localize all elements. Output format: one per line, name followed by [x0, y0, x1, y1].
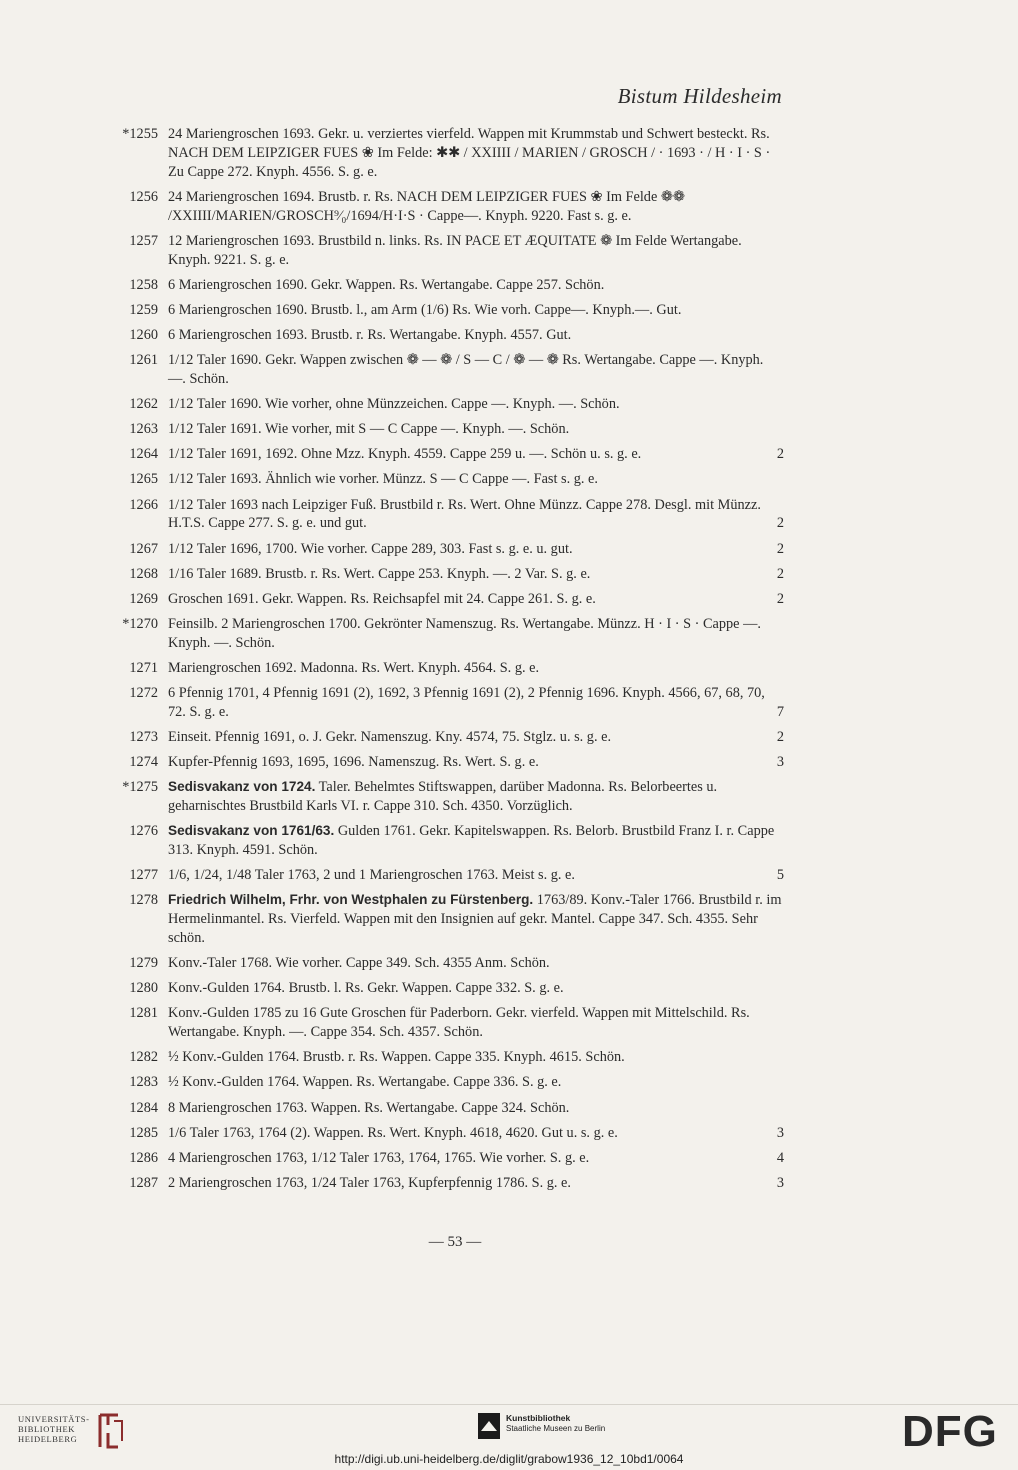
- lot-text: 1/12 Taler 1691. Wie vorher, mit S — C Cappe —. Knyph. —. Schön.: [168, 421, 570, 438]
- lot-description: [168, 891, 784, 948]
- lot-number: 1259: [129, 302, 158, 318]
- catalog-entry: [100, 351, 784, 389]
- lot-number: 1260: [129, 327, 158, 344]
- lot-text: Groschen 1691. Gekr. Wappen. Rs. Reichsapfel mit 24. Cappe 261. S. g. e.: [168, 590, 596, 607]
- lot-number: 1283: [129, 1074, 158, 1091]
- lot-number: *1270: [122, 615, 158, 632]
- lot-number: 1276: [129, 823, 158, 840]
- lot-description: [168, 276, 784, 295]
- university-library-label: [18, 1414, 90, 1444]
- catalog-entry: [100, 778, 784, 816]
- lot-text: Einseit. Pfennig 1691, o. J. Gekr. Namenszug. Kny. 4574, 75. Stglz. u. s. g. e.: [168, 728, 612, 745]
- catalog-entry: [100, 659, 784, 678]
- catalog-entry: [100, 684, 784, 722]
- lot-heading: Sedisvakanz von 1761/63.: [168, 823, 335, 839]
- lot-text: Feinsilb. 2 Mariengroschen 1700. Gekrönter Namenszug. Rs. Wertangabe. Münzz. H · I · S · Cappe —. Knyph. —. Schön.: [168, 615, 761, 651]
- lot-number: 1262: [129, 396, 158, 413]
- university-line-1: UNIVERSITÄTS-: [18, 1414, 90, 1424]
- lot-text: 1/12 Taler 1696, 1700. Wie vorher. Cappe 289, 303. Fast s. g. e. u. gut.: [168, 540, 573, 557]
- lot-number: 1268: [129, 565, 158, 582]
- lot-price: 2: [776, 590, 784, 607]
- lot-text: 24 Mariengroschen 1693. Gekr. u. verziertes vierfeld. Wappen mit Krummstab und Schwert besteckt. Rs. NACH DEM LEIPZIGER FUES ❀ Im Felde: ✱✱ / XXIIII / MARIEN / GROSCH / · 1693 · / H · I · S · Zu Cappe 272. Knyph. 4556. S. g. e.: [168, 126, 771, 180]
- lot-text: 4 Mariengroschen 1763, 1/12 Taler 1763, 1764, 1765. Wie vorher. S. g. e.: [168, 1149, 590, 1166]
- lot-text: Taler. Behelmtes Stiftswappen, darüber Madonna. Rs. Belorbeertes u. geharnischtes Brustbild Karls VI. r. Cappe 310. Sch. 4350. Vorzüglich.: [168, 779, 718, 815]
- lot-description: [168, 351, 784, 389]
- catalog-entry: [100, 445, 784, 464]
- lot-price: 2: [776, 515, 784, 532]
- catalog-entry: [100, 1099, 784, 1118]
- lot-text: Konv.-Taler 1768. Wie vorher. Cappe 349. Sch. 4355 Anm. Schön.: [168, 955, 550, 972]
- lot-price: 2: [776, 728, 784, 745]
- lot-number: 1273: [129, 728, 158, 745]
- heidelberg-library-logo-icon: [96, 1411, 126, 1451]
- lot-text: 6 Mariengroschen 1690. Brustb. l., am Arm (1/6) Rs. Wie vorh. Cappe—. Knyph.—. Gut.: [168, 302, 682, 318]
- lot-description: [168, 420, 784, 439]
- lot-text: 1/12 Taler 1693 nach Leipziger Fuß. Brustbild r. Rs. Wert. Ohne Münzz. Cappe 278. Desgl. mit Münzz. H.T.S. Cappe 277. S. g. e. und gut.: [168, 496, 761, 532]
- catalog-entry: [100, 565, 784, 584]
- catalog-entry: [100, 188, 784, 226]
- kunstbibliothek-name: Kunstbibliothek: [506, 1413, 571, 1423]
- catalog-entry: [100, 753, 784, 772]
- lot-text: 1/6, 1/24, 1/48 Taler 1763, 2 und 1 Mariengroschen 1763. Meist s. g. e.: [168, 867, 575, 884]
- lot-text: ½ Konv.-Gulden 1764. Wappen. Rs. Wertangabe. Cappe 336. S. g. e.: [168, 1074, 562, 1091]
- lot-description: [168, 301, 784, 320]
- lot-heading: Friedrich Wilhelm, Frhr. von Westphalen zu Fürstenberg.: [168, 892, 534, 908]
- lot-text: Konv.-Gulden 1785 zu 16 Gute Groschen für Paderborn. Gekr. vierfeld. Wappen mit Mittelschild. Rs. Wertangabe. Knyph. —. Cappe 354. Sch. 4357. Schön.: [168, 1005, 750, 1041]
- lot-description: [168, 1124, 784, 1143]
- lot-price: 3: [776, 1174, 784, 1191]
- lot-text: 1/12 Taler 1690. Wie vorher, ohne Münzzeichen. Cappe —. Knyph. —. Schön.: [168, 396, 620, 413]
- lot-text: 6 Mariengroschen 1690. Gekr. Wappen. Rs. Wertangabe. Cappe 257. Schön.: [168, 276, 605, 293]
- catalog-entry: [100, 1124, 784, 1143]
- lot-number: 1287: [129, 1174, 158, 1191]
- lot-text: 1/12 Taler 1690. Gekr. Wappen zwischen ❁ — ❁ / S — C / ❁ — ❁ Rs. Wertangabe. Cappe —. Knyph. —. Schön.: [168, 352, 764, 388]
- lot-number: 1264: [129, 446, 158, 463]
- lot-description: [168, 979, 784, 998]
- lot-description: [168, 753, 784, 772]
- lot-description: [168, 954, 784, 973]
- catalog-entry: [100, 1004, 784, 1042]
- catalog-entry: [100, 891, 784, 948]
- lot-price: 3: [776, 754, 784, 771]
- lot-number: 1263: [129, 421, 158, 438]
- lot-description: [168, 778, 784, 816]
- catalog-entry: [100, 954, 784, 973]
- lot-number: *1275: [122, 779, 158, 796]
- lot-price: 4: [776, 1149, 784, 1166]
- lot-number: 1271: [129, 659, 158, 676]
- lot-description: [168, 590, 784, 609]
- catalog-entry: [100, 540, 784, 559]
- lot-text: Konv.-Gulden 1764. Brustb. l. Rs. Gekr. Wappen. Cappe 332. S. g. e.: [168, 980, 564, 997]
- catalog-entry: [100, 496, 784, 534]
- lot-description: [168, 684, 784, 722]
- catalog-entry: [100, 866, 784, 885]
- museen-name: Staatliche Museen zu Berlin: [506, 1424, 606, 1433]
- dfg-logo: DFG: [902, 1407, 998, 1456]
- lot-description: [168, 615, 784, 653]
- lot-number: 1267: [129, 540, 158, 557]
- lot-description: [168, 1099, 784, 1118]
- lot-description: [168, 659, 784, 678]
- lot-text: Mariengroschen 1692. Madonna. Rs. Wert. Knyph. 4564. S. g. e.: [168, 659, 540, 676]
- lot-price: 2: [776, 565, 784, 582]
- lot-description: [168, 728, 784, 747]
- lot-price: 7: [776, 703, 784, 720]
- lot-number: *1255: [122, 126, 158, 142]
- lot-text: 8 Mariengroschen 1763. Wappen. Rs. Wertangabe. Cappe 324. Schön.: [168, 1099, 570, 1116]
- lot-number: 1265: [129, 471, 158, 488]
- catalog-entry: [100, 728, 784, 747]
- lot-text: 6 Mariengroschen 1693. Brustb. r. Rs. Wertangabe. Knyph. 4557. Gut.: [168, 327, 572, 344]
- lot-description: [168, 326, 784, 345]
- lot-number: 1284: [129, 1099, 158, 1116]
- lot-number: 1256: [129, 188, 158, 205]
- university-line-3: HEIDELBERG: [18, 1434, 78, 1444]
- lot-price: 2: [776, 540, 784, 557]
- source-url[interactable]: http://digi.ub.uni-heidelberg.de/diglit/grabow1936_12_10bd1/0064: [334, 1452, 684, 1466]
- lot-text: Gulden 1761. Gekr. Kapitelswappen. Rs. Belorb. Brustbild Franz I. r. Cappe 313. Knyph. 4591. Schön.: [168, 823, 775, 859]
- footer-divider: [0, 1404, 1018, 1405]
- lot-number: 1261: [129, 352, 158, 369]
- lot-number: 1278: [129, 892, 158, 909]
- lot-number: 1272: [129, 684, 158, 701]
- catalog-entry: [100, 395, 784, 414]
- lot-text: 1/6 Taler 1763, 1764 (2). Wappen. Rs. Wert. Knyph. 4618, 4620. Gut u. s. g. e.: [168, 1124, 618, 1141]
- kunstbibliothek-logo-icon: [478, 1413, 500, 1439]
- kunstbibliothek-label: [506, 1413, 605, 1434]
- lot-text: ½ Konv.-Gulden 1764. Brustb. r. Rs. Wappen. Cappe 335. Knyph. 4615. Schön.: [168, 1049, 625, 1066]
- lot-description: [168, 1048, 784, 1067]
- catalog-entry: [100, 822, 784, 860]
- lot-number: 1286: [129, 1149, 158, 1166]
- page-number: — 53 —: [428, 1234, 482, 1250]
- catalog-entry: [100, 232, 784, 270]
- lot-price: 5: [776, 867, 784, 884]
- catalog-entry: [100, 301, 784, 320]
- lot-text: 24 Mariengroschen 1694. Brustb. r. Rs. NACH DEM LEIPZIGER FUES ❀ Im Felde ❁❁ /XXIIII/MARIEN/GROSCH⁹⁄₀/1694/H·I·S · Cappe—. Knyph. 9220. Fast s. g. e.: [168, 188, 685, 224]
- lot-description: [168, 1174, 784, 1193]
- lot-text: 6 Pfennig 1701, 4 Pfennig 1691 (2), 1692, 3 Pfennig 1691 (2), 2 Pfennig 1696. Knyph. 4566, 67, 68, 70, 72. S. g. e.: [168, 684, 765, 720]
- lot-text: 1/12 Taler 1691, 1692. Ohne Mzz. Knyph. 4559. Cappe 259 u. —. Schön u. s. g. e.: [168, 446, 642, 463]
- lot-description: [168, 1073, 784, 1092]
- lot-description: [168, 565, 784, 584]
- catalog-entry: [100, 276, 784, 295]
- lot-description: [168, 470, 784, 489]
- lot-text: 1/16 Taler 1689. Brustb. r. Rs. Wert. Cappe 253. Knyph. —. 2 Var. S. g. e.: [168, 565, 591, 582]
- lot-text: 12 Mariengroschen 1693. Brustbild n. links. Rs. IN PACE ET ÆQUITATE ❁ Im Felde Wertangabe. Knyph. 9221. S. g. e.: [168, 232, 742, 268]
- lot-number: 1280: [129, 980, 158, 997]
- page-header-title: Bistum Hildesheim: [617, 84, 782, 108]
- lot-text: 1/12 Taler 1693. Ähnlich wie vorher. Münzz. S — C Cappe —. Fast s. g. e.: [168, 471, 598, 488]
- lot-number: 1269: [129, 590, 158, 607]
- lot-number: 1282: [129, 1049, 158, 1066]
- lot-price: 2: [776, 446, 784, 463]
- lot-number: 1277: [129, 867, 158, 884]
- catalog-entry: [100, 326, 784, 345]
- lot-number: 1285: [129, 1124, 158, 1141]
- lot-description: [168, 1004, 784, 1042]
- lot-description: [168, 866, 784, 885]
- catalog-entry: [100, 470, 784, 489]
- catalog-entry: [100, 1073, 784, 1092]
- lot-description: [168, 445, 784, 464]
- lot-description: [168, 822, 784, 860]
- lot-description: [168, 395, 784, 414]
- lot-heading: Sedisvakanz von 1724.: [168, 779, 316, 795]
- lot-price: 3: [776, 1124, 784, 1141]
- lot-description: [168, 1149, 784, 1168]
- catalog-entry: [100, 1048, 784, 1067]
- catalog-entry: [100, 1174, 784, 1193]
- lot-text: 2 Mariengroschen 1763, 1/24 Taler 1763, Kupferpfennig 1786. S. g. e.: [168, 1174, 571, 1191]
- catalog-entry: [100, 590, 784, 609]
- catalog-entry: [100, 1149, 784, 1168]
- catalog-entries: [100, 125, 784, 1199]
- lot-number: 1274: [129, 754, 158, 771]
- lot-description: [168, 188, 784, 226]
- lot-description: [168, 232, 784, 270]
- catalog-entry: [100, 125, 784, 182]
- lot-description: [168, 540, 784, 559]
- lot-number: 1279: [129, 955, 158, 972]
- catalog-entry: [100, 420, 784, 439]
- university-line-2: BIBLIOTHEK: [18, 1424, 75, 1434]
- lot-number: 1257: [129, 232, 158, 249]
- lot-text: Kupfer-Pfennig 1693, 1695, 1696. Namenszug. Rs. Wert. S. g. e.: [168, 754, 539, 771]
- lot-description: [168, 125, 784, 182]
- lot-number: 1266: [129, 496, 158, 513]
- lot-description: [168, 496, 784, 534]
- catalog-entry: [100, 979, 784, 998]
- lot-number: 1281: [129, 1005, 158, 1022]
- lot-text: 1763/89. Konv.-Taler 1766. Brustbild r. im Hermelinmantel. Rs. Vierfeld. Wappen mit den Insignien auf gekr. Mantel. Cappe 347. Sch. 4355. Sehr schön.: [168, 892, 782, 947]
- catalog-entry: [100, 615, 784, 653]
- lot-number: 1258: [129, 276, 158, 293]
